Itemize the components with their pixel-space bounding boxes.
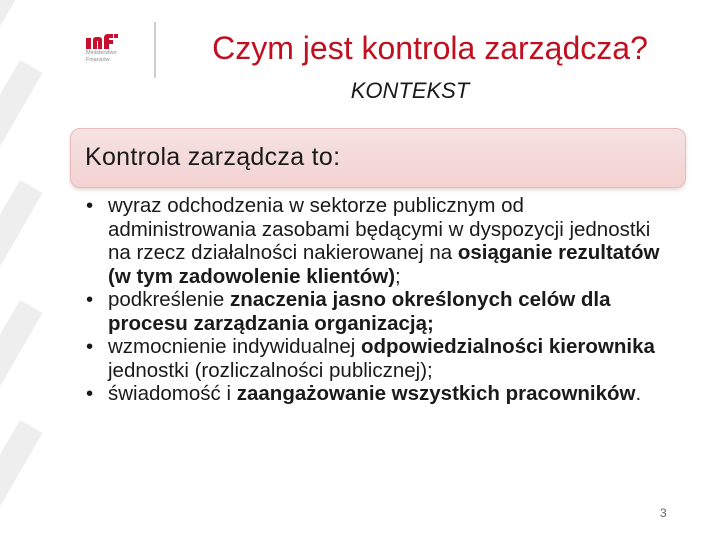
- bullet-item: [86, 194, 676, 288]
- logo-text: [86, 50, 117, 64]
- bullet-list: [86, 194, 676, 406]
- bullet-icon: •: [86, 382, 94, 405]
- bullet-icon: •: [86, 335, 94, 358]
- page-number: 3: [660, 506, 667, 520]
- bullet-text: wzmocnienie indywidualnej: [108, 335, 361, 358]
- bullet-item: [86, 335, 676, 382]
- logo-mark-icon: [86, 32, 126, 50]
- bullet-text-bold: odpowiedzialności kierownika: [360, 335, 655, 358]
- bullet-text: .: [635, 382, 642, 405]
- section-header: [70, 128, 686, 188]
- logo-text-line2: Finansów: [86, 57, 110, 63]
- bullet-text: jednostki (rozliczalności publicznej);: [108, 358, 433, 382]
- logo-text-line1: Ministerstwo: [86, 50, 117, 56]
- decorative-stripes: [0, 0, 60, 540]
- bullet-icon: •: [86, 288, 94, 311]
- ministry-logo: [86, 32, 146, 72]
- logo-divider: [154, 22, 156, 78]
- bullet-text: podkreślenie: [108, 288, 230, 311]
- bullet-text: świadomość i: [108, 382, 237, 405]
- bullet-item: [86, 382, 676, 406]
- bullet-item: [86, 288, 676, 335]
- section-header-text: Kontrola zarządcza to:: [85, 143, 341, 171]
- bullet-text-bold: osiąganie rezultatów (w tym zadowolenie klientów): [108, 241, 660, 288]
- slide-subtitle: KONTEKST: [350, 78, 470, 103]
- slide-title: Czym jest kontrola zarządcza?: [212, 30, 648, 66]
- bullet-text-bold: znaczenia jasno określonych celów dla procesu zarządzania organizacją;: [108, 288, 611, 335]
- bullet-text-bold: zaangażowanie wszystkich pracowników: [236, 382, 636, 405]
- bullet-text: ;: [395, 264, 401, 288]
- bullet-icon: •: [86, 194, 94, 217]
- bullet-text: wyraz odchodzenia w sektorze publicznym od administrowania zasobami będącymi w dyspozycji jednostki na rzecz działalności nakierowanej na: [108, 194, 651, 264]
